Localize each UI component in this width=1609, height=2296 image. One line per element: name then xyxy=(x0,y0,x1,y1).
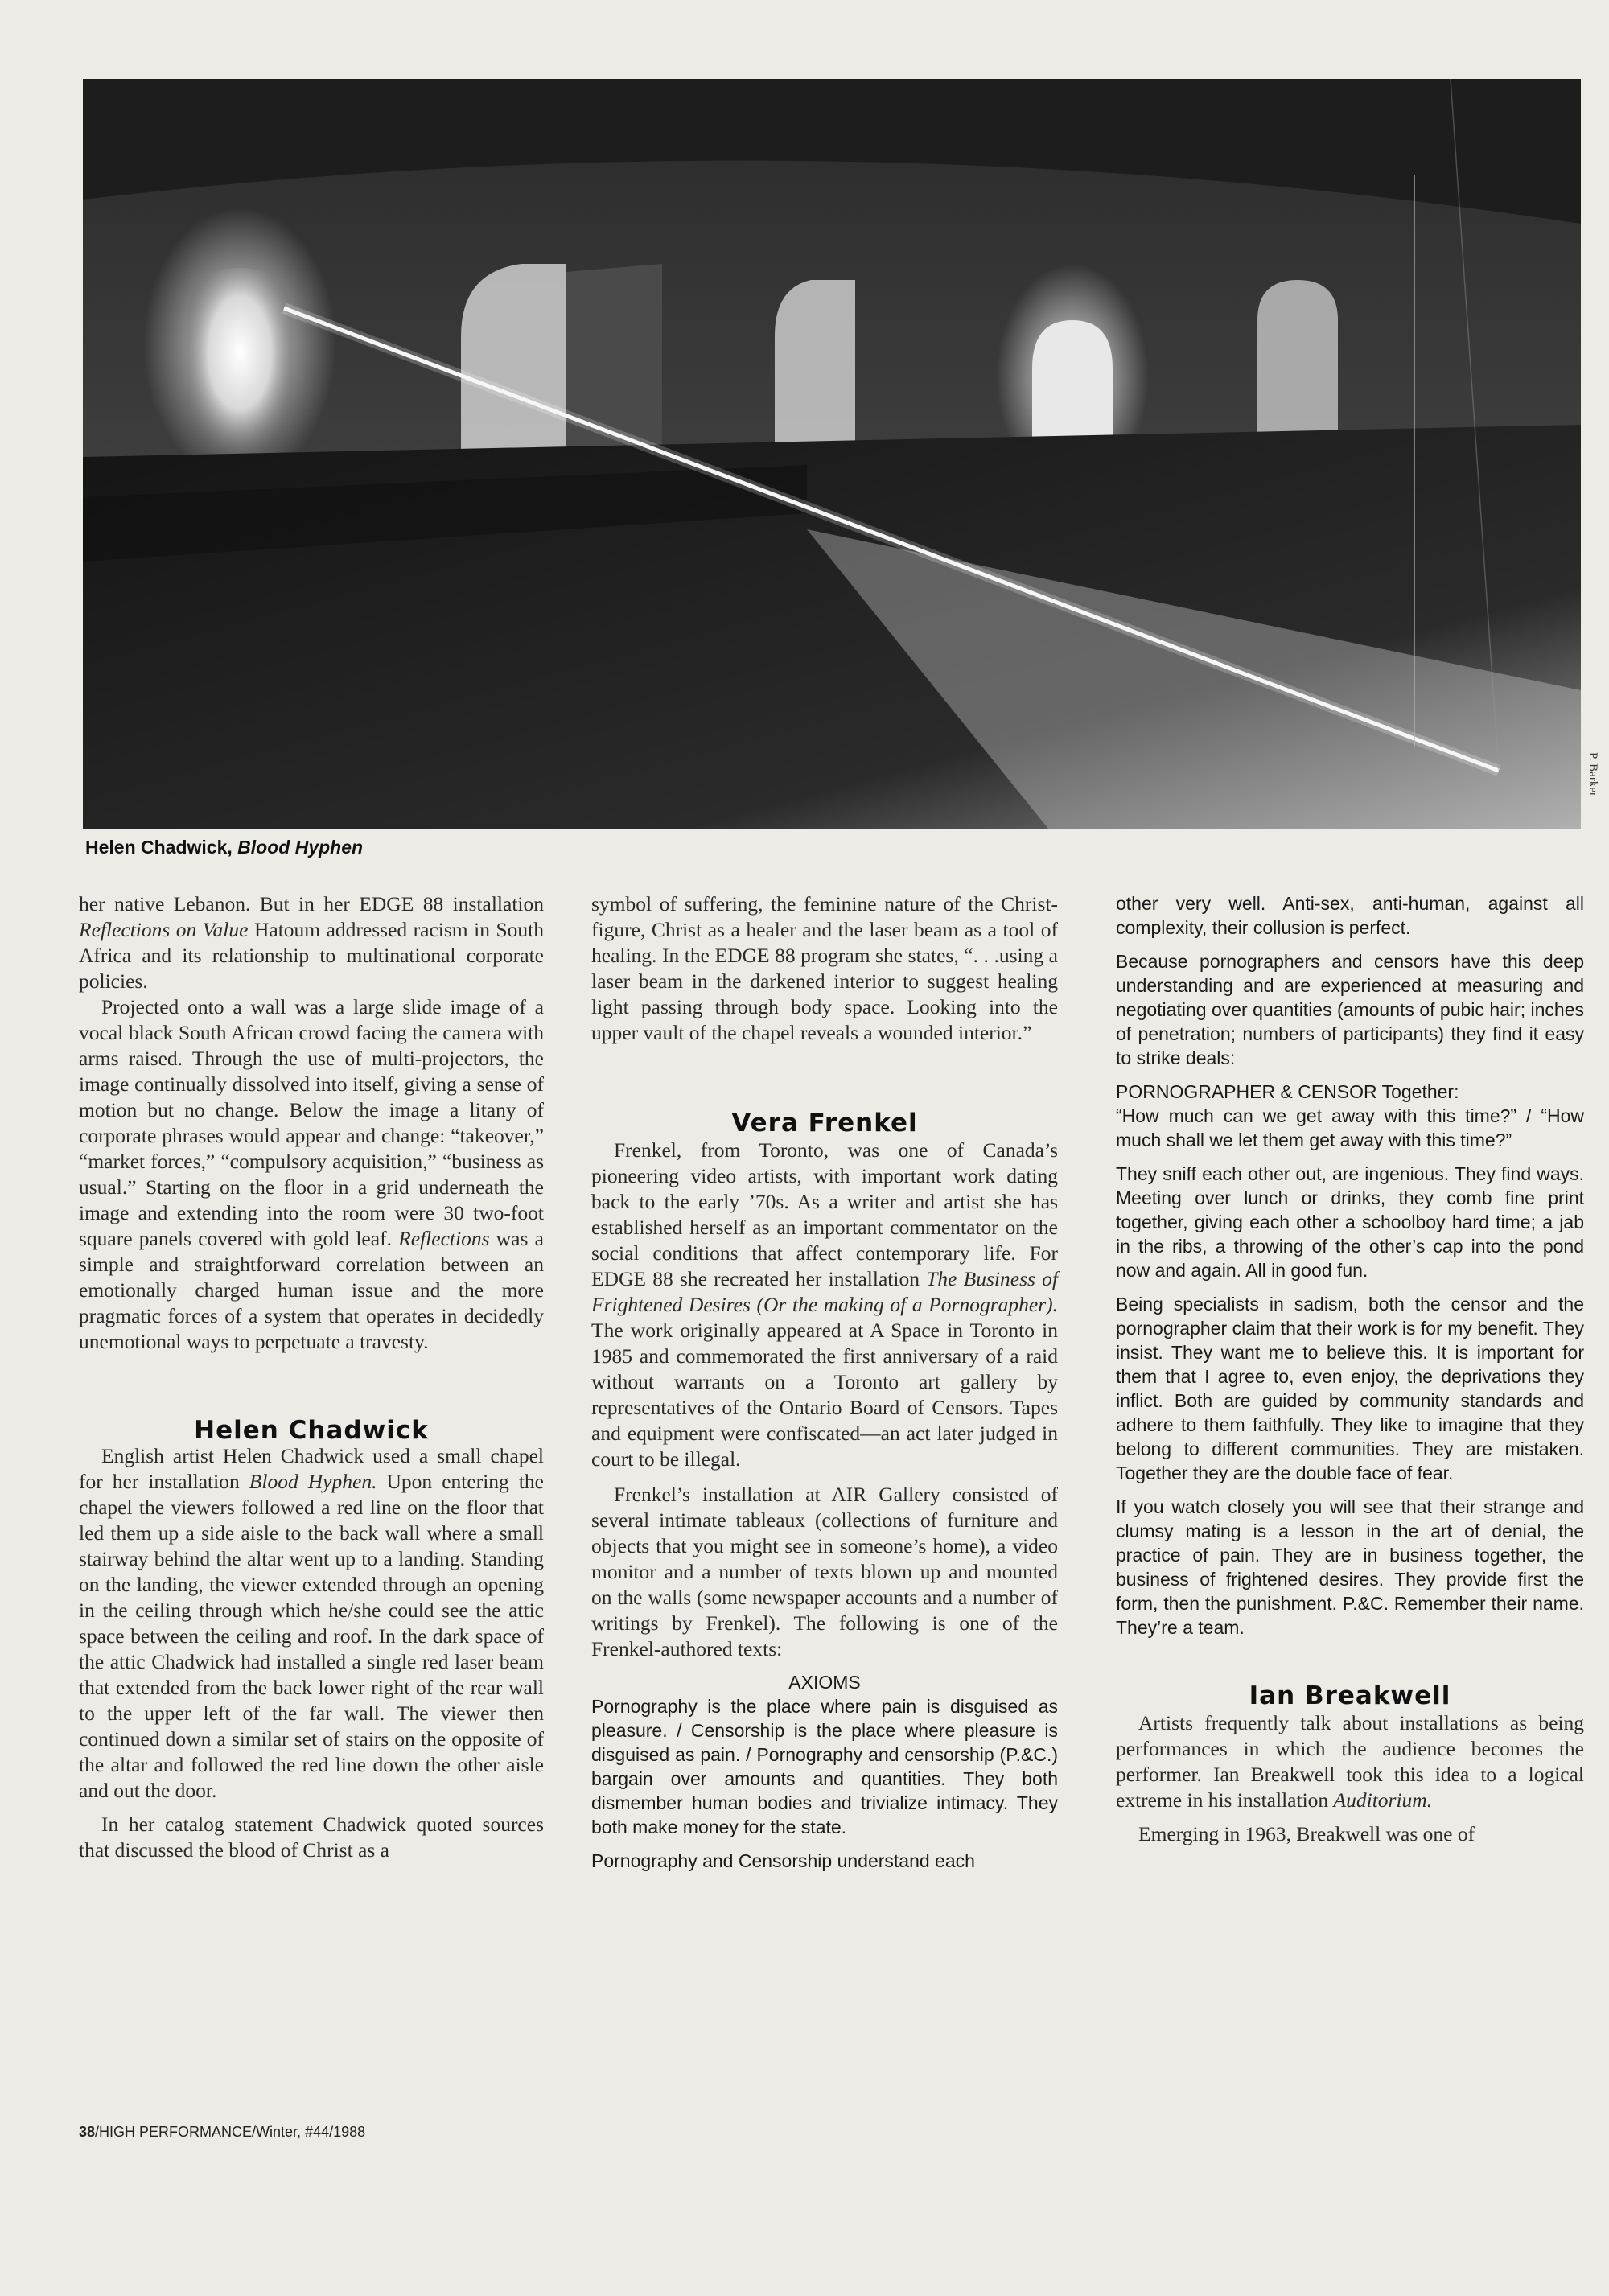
caption-artist: Helen Chadwick, xyxy=(85,837,233,858)
photo-caption xyxy=(85,837,363,858)
caption-title: Blood Hyphen xyxy=(237,837,364,858)
publication-info: /HIGH PERFORMANCE/Winter, #44/1988 xyxy=(95,2124,366,2140)
column-1 xyxy=(79,891,544,1863)
paragraph: Projected onto a wall was a large slide image of a vocal black South African crowd facing the camera with arms raised. Through the use of multi-projectors, the image continually dissolved into itself, giving a sense of motion but no change. Below the image a litany of corporate phrases would appear and change: “takeover,” “market forces,” “compulsory acquisition,” “business as usual.” Starting on the floor in a grid underneath the image and extending into the room were 30 two-foot square panels covered with gold leaf. Reflections was a simple and straightforward correlation between an emotionally charged human issue and the more pragmatic forces of a system that operates in decidedly unemotional ways to perpetuate a travesty. xyxy=(79,995,544,1353)
page-footer xyxy=(79,2124,365,2141)
axioms-heading: AXIOMS xyxy=(788,1672,861,1693)
axiom-text: Being specialists in sadism, both the censor and the pornographer claim that their work is for my benefit. They insist. They want me to believe this. It is important for them that I agree to, even enjoy, the deprivations they inflict. Both are guided by community standards and adhere to them faithfully. They like to imagine that they belong to different communities. They are mistaken. Together they are the double face of fear. xyxy=(1116,1294,1584,1483)
axiom-text: If you watch closely you will see that their strange and clumsy mating is a lesson in the art of denial, the practice of pain. They are in business together, the business of frightened desires. They provide first the form, then the punishment. P.&C. Remember their name. They’re a team. xyxy=(1116,1496,1584,1638)
photo-credit: P. Barker xyxy=(1586,752,1599,796)
paragraph: Frenkel’s installation at AIR Gallery consisted of several intimate tableaux (collections of furniture and objects that you might see in someone’s home), a video monitor and a number of texts blown up and mounted on the walls (some newspaper accounts and a number of writings by Frenkel). The following is one of the Frenkel-authored texts: xyxy=(591,1483,1058,1660)
paragraph: English artist Helen Chadwick used a small chapel for her installation Blood Hyphen. Upon entering the chapel the viewers followed a red line on the floor that led them up a side aisle to the back wall where a small stairway behind the altar went up to a landing. Standing on the landing, the viewer extended through an opening in the ceiling through which he/she could see the attic space between the ceiling and roof. In the dark space of the attic Chadwick had installed a single red laser beam that extended from the back lower right of the rear wall to the upper left of the far wall. The viewer then continued down a similar set of stairs on the opposite of the altar and followed the red line down the other aisle and out the door. xyxy=(79,1444,544,1802)
column-2 xyxy=(591,891,1058,1873)
paragraph: Emerging in 1963, Breakwell was one of xyxy=(1138,1822,1475,1845)
section-heading-helen-chadwick: Helen Chadwick xyxy=(194,1416,429,1445)
axiom-text: other very well. Anti-sex, anti-human, against all complexity, their collusion is perfect. xyxy=(1116,893,1584,938)
axiom-text: They sniff each other out, are ingenious. They find ways. Meeting over lunch or drinks, they comb fine print together, giving each other a schoolboy hard time; a jab in the ribs, a throwing of the other’s cap into the pond now and again. All in good fun. xyxy=(1116,1163,1584,1281)
paragraph: symbol of suffering, the feminine nature of the Christ-figure, Christ as a healer and the laser beam as a tool of healing. In the EDGE 88 program she states, “. . .using a laser beam in the darkened interior to suggest healing light passing through body space. Looking into the upper vault of the chapel reveals a wounded interior.” xyxy=(591,892,1058,1044)
axiom-text: Because pornographers and censors have this deep understanding and are experienced at measuring and negotiating over quantities (amounts of pubic hair; inches of penetration; numbers of participants) they find it easy to strike deals: xyxy=(1116,951,1584,1068)
axiom-dialogue-head: PORNOGRAPHER & CENSOR Together: xyxy=(1116,1081,1459,1102)
paragraph: Artists frequently talk about installations as being performances in which the audience becomes the performer. Ian Breakwell took this idea to a logical extreme in his installation Auditorium. xyxy=(1116,1711,1584,1812)
section-heading-vera-frenkel: Vera Frenkel xyxy=(731,1109,918,1138)
paragraph: her native Lebanon. But in her EDGE 88 installation Reflections on Value Hatoum addressed racism in South Africa and its relationship to multinational corporate policies. xyxy=(79,892,544,993)
paragraph: In her catalog statement Chadwick quoted sources that discussed the blood of Christ as a xyxy=(79,1813,544,1862)
axiom-text: Pornography is the place where pain is disguised as pleasure. / Censorship is the place where pleasure is disguised as pain. / Pornography and censorship (P.&C.) bargain over amounts and quantities. They both dismember human bodies and trivialize intimacy. They both make money for the state. xyxy=(591,1696,1058,1837)
section-heading-ian-breakwell: Ian Breakwell xyxy=(1249,1681,1451,1710)
axiom-dialogue: “How much can we get away with this time?” / “How much shall we let them get away with this time?” xyxy=(1116,1105,1584,1150)
page-number: 38 xyxy=(79,2124,96,2140)
laser-chapel-photo xyxy=(83,79,1581,829)
column-3 xyxy=(1116,891,1584,1847)
axiom-text: Pornography and Censorship understand each xyxy=(591,1850,975,1871)
photo-blood-hyphen xyxy=(83,79,1581,829)
paragraph: Frenkel, from Toronto, was one of Canada’s pioneering video artists, with important work dating back to the early ’70s. As a writer and artist she has established herself as an important commentator on the social conditions that affect contemporary life. For EDGE 88 she recreated her installation The Business of Frightened Desires (Or the making of a Pornographer). The work originally appeared at A Space in Toronto in 1985 and commemorated the first anniversary of a raid without warrants on a Toronto art gallery by representatives of the Ontario Board of Censors. Tapes and equipment were confiscated—an act later judged in court to be illegal. xyxy=(591,1138,1058,1471)
